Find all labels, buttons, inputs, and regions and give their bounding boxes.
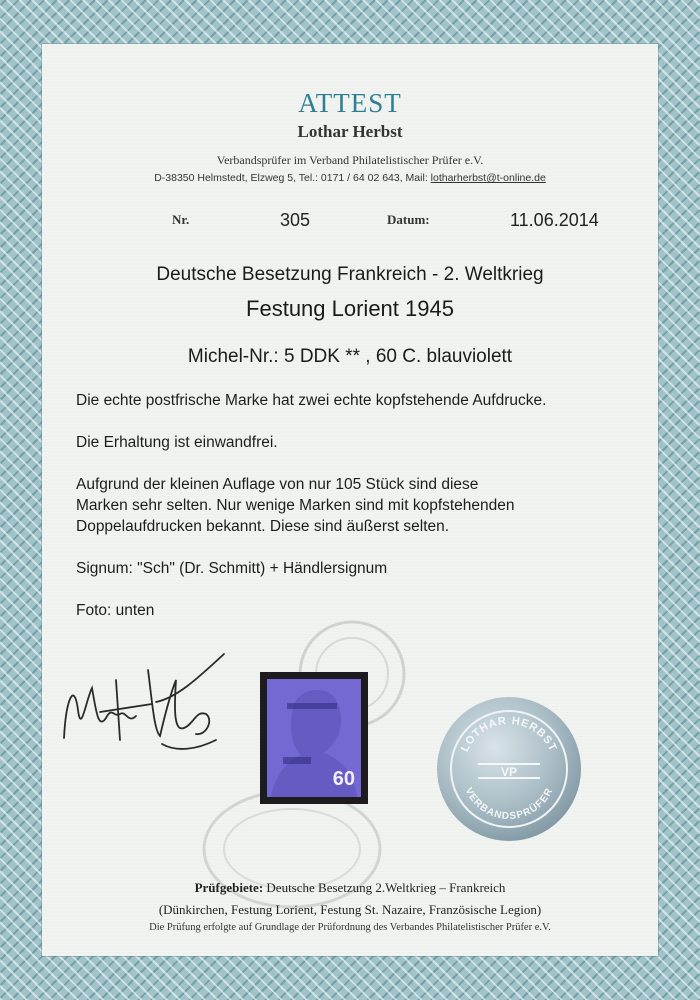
paragraph-rarity-line2: Marken sehr selten. Nur wenige Marken sind mit kopfstehenden (76, 497, 515, 514)
signum-line: Signum: "Sch" (Dr. Schmitt) + Händlersignum (76, 560, 388, 577)
footer-basis: Die Prüfung erfolgte auf Grundlage der Prüfordnung des Verbandes Philatelistischer Prüfer e.V. (149, 922, 551, 933)
paragraph-rarity-line3: Doppelaufdrucken bekannt. Diese sind äußerst selten. (76, 518, 450, 535)
nr-value: 305 (280, 210, 311, 230)
stamp-value-text: 60 (332, 768, 355, 790)
footer-regions: (Dünkirchen, Festung Lorient, Festung St. Nazaire, Französische Legion) (158, 902, 542, 917)
michel-number: Michel-Nr.: 5 DDK ** , 60 C. blauviolett (187, 346, 513, 367)
paragraph-condition: Die Erhaltung ist einwandfrei. (76, 434, 278, 451)
footer-fields-text: Deutsche Besetzung 2.Weltkrieg – Frankreich (263, 880, 506, 895)
seal-top-text: LOTHAR HERBST (458, 714, 560, 754)
seal-center-text: VP (500, 765, 518, 779)
date-value: 11.06.2014 (510, 210, 599, 230)
footer-fields-label: Prüfgebiete: (194, 880, 264, 895)
stamp-image (267, 679, 361, 797)
handwritten-signature (56, 640, 226, 760)
paragraph-rarity-line1: Aufgrund der kleinen Auflage von nur 105 Stück sind diese (76, 476, 479, 493)
seal-bottom-text: VERBANDSPRÜFER (462, 786, 556, 823)
date-label: Datum: (387, 212, 430, 227)
footer-pruefgebiete (42, 880, 658, 896)
issuer-role: Verbandsprüfer im Verband Philatelistischer Prüfer e.V. (216, 153, 484, 167)
postage-stamp-photo (260, 672, 368, 804)
nr-label: Nr. (172, 212, 190, 227)
paragraph-genuine: Die echte postfrische Marke hat zwei echte kopfstehende Aufdrucke. (76, 392, 547, 409)
foto-line: Foto: unten (76, 602, 155, 619)
heading-festung: Festung Lorient 1945 (246, 296, 454, 321)
issuer-contact (42, 172, 658, 184)
issuer-email-link[interactable]: lotharherbst@t-online.de (430, 172, 546, 184)
heading-occupation: Deutsche Besetzung Frankreich - 2. Weltkrieg (156, 264, 544, 285)
issuer-address: D-38350 Helmstedt, Elzweg 5, Tel.: 0171 / 64 02 643, Mail: (154, 172, 431, 184)
certificate-inner-panel (42, 44, 658, 956)
attest-title: ATTEST (298, 88, 402, 118)
issuer-name: Lothar Herbst (297, 122, 403, 141)
verbandspruefer-seal (434, 694, 584, 844)
